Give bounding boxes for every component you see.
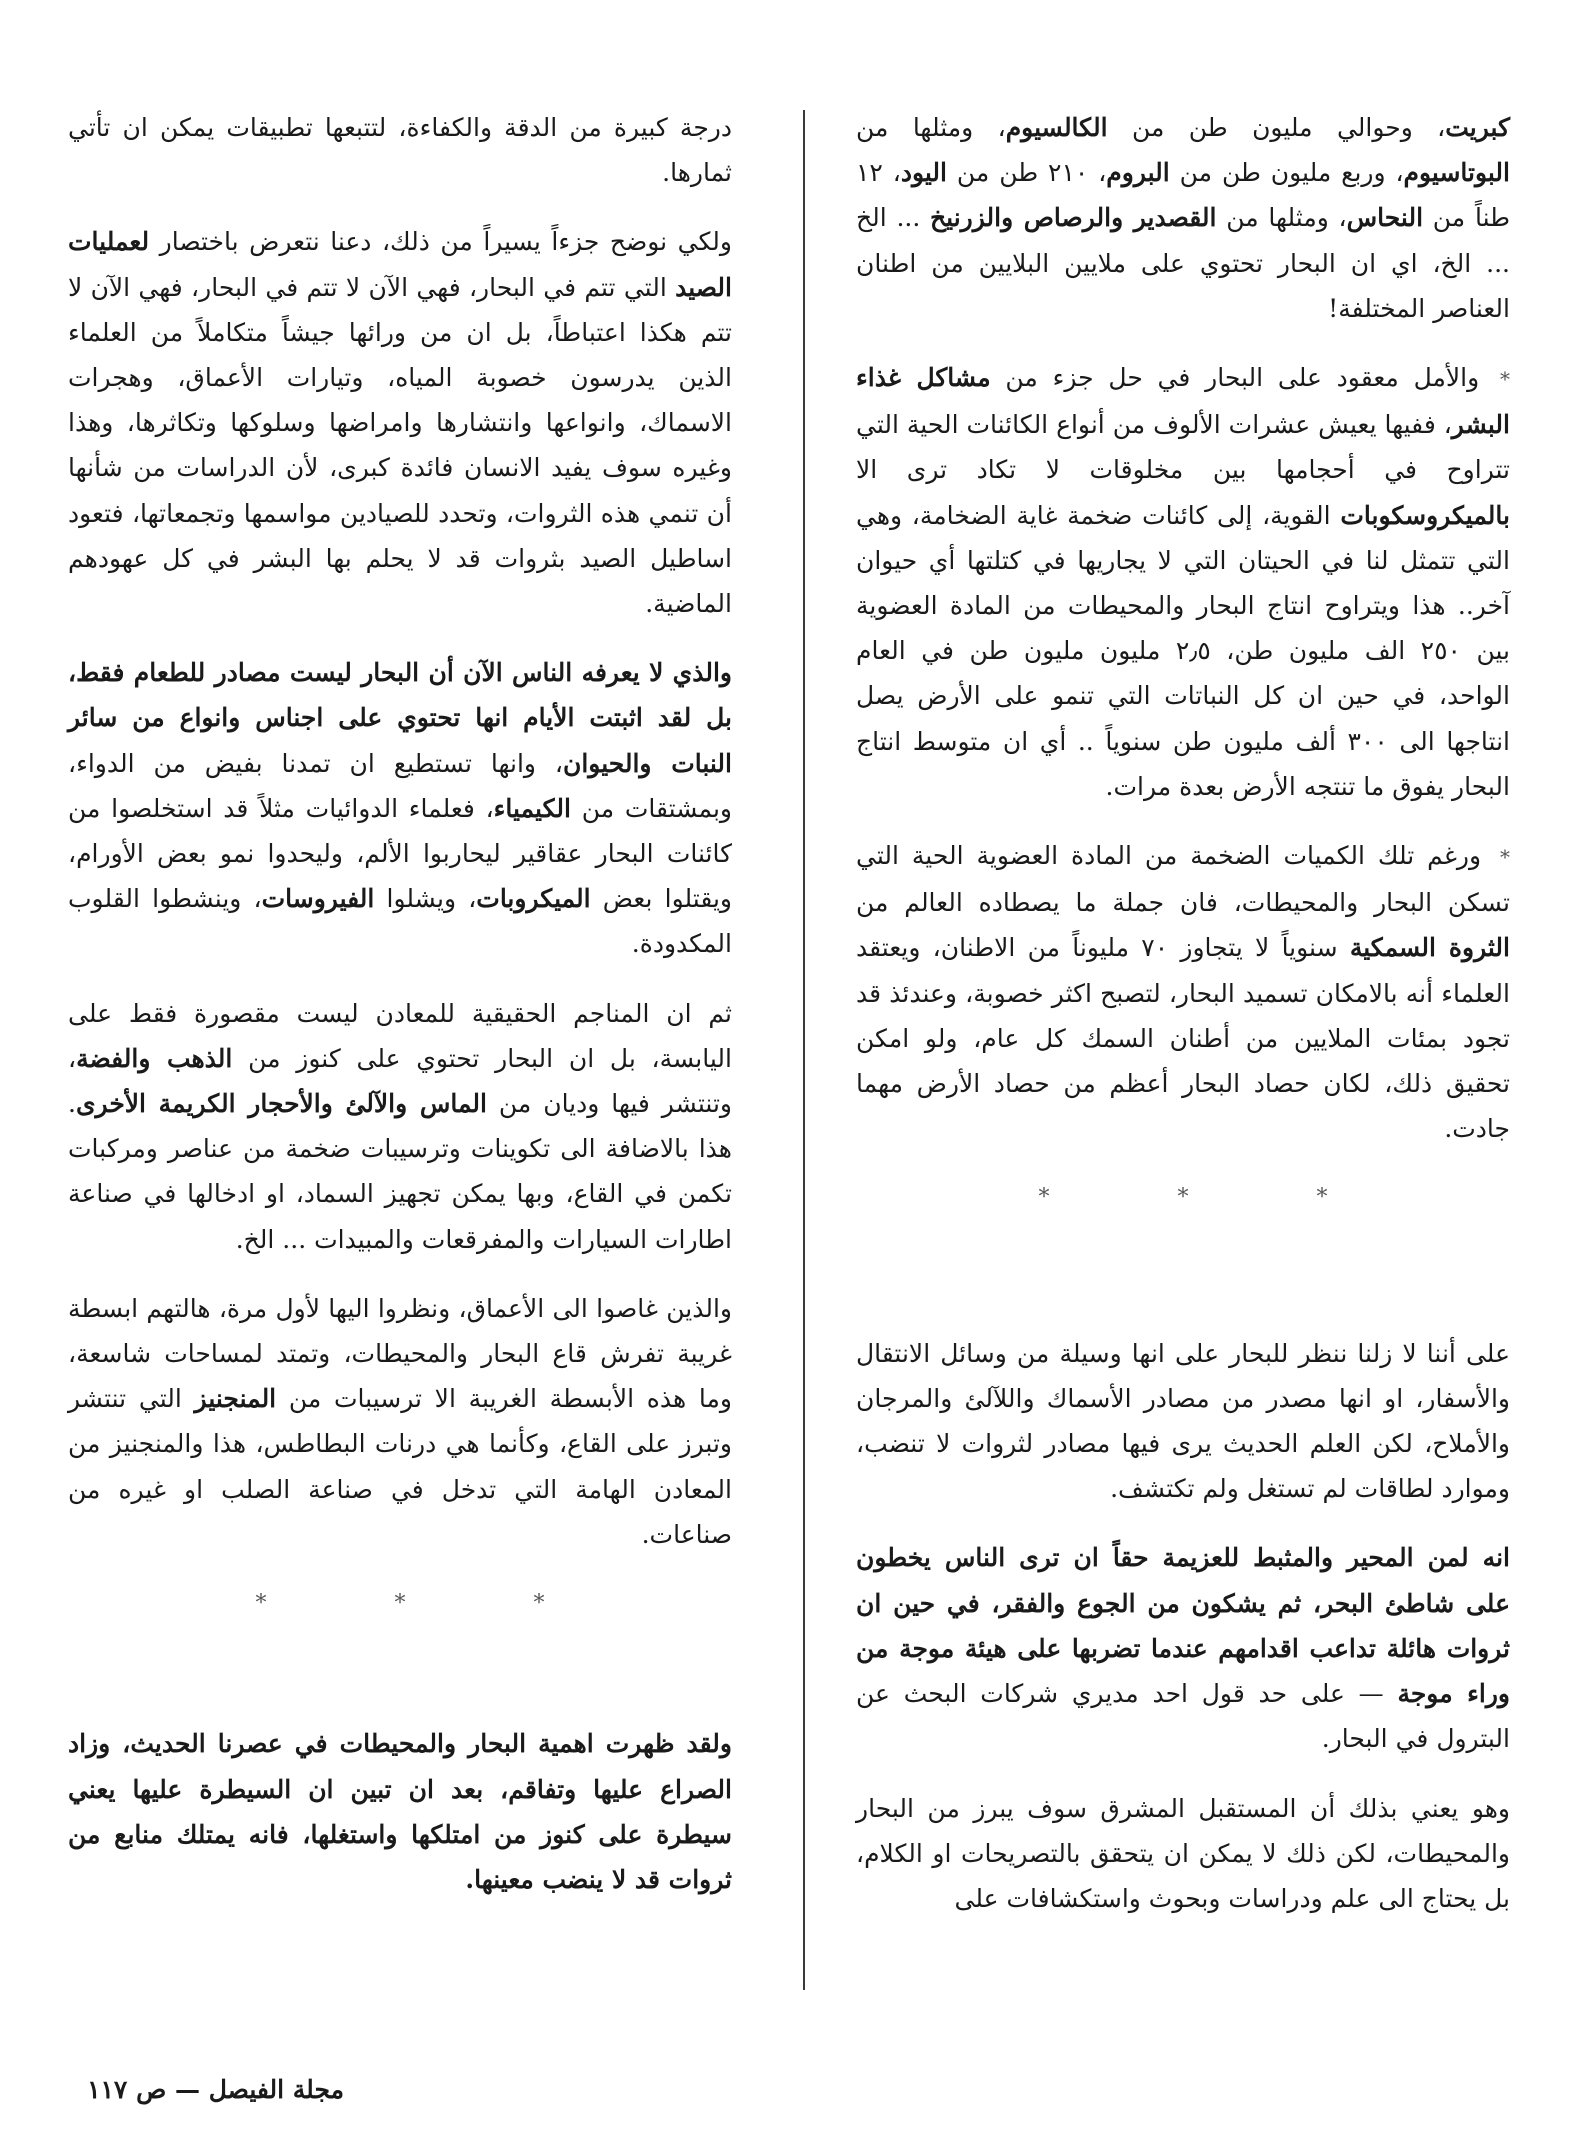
bold-term: الذهب والفضة [76, 1043, 233, 1073]
text-run: ... الخ ... الخ، اي ان البحار تحتوي على ملايين البلايين من اطنان العناصر المختلفة! [856, 203, 1510, 323]
section-separator [68, 1581, 732, 1626]
bold-term: القصدير والرصاص والزرنيخ [930, 203, 1217, 233]
text-run: ، ففيها يعيش عشرات الألوف من أنواع الكائنات الحية التي تتراوح في أحجامها بين مخلوقات لا تكاد ترى الا [856, 410, 1510, 485]
text-run: ثم ان المناجم الحقيقية للمعادن ليست مقصورة فقط على اليابسة، بل ان البحار تحتوي على كنوز من [68, 998, 732, 1073]
separator-star: * [255, 1591, 267, 1617]
text-run: ، ٢١٠ طن من [946, 158, 1107, 188]
asterisk-marker: * [1500, 845, 1510, 870]
separator-star: * [394, 1591, 406, 1617]
text-run: ، وتنتشر فيها وديان من [68, 1043, 732, 1119]
text-run: التي تتم في البحار، فهي الآن لا تتم في البحار، فهي الآن لا تتم هكذا اعتباطاً، بل ان من ورائها جيشاً متكاملاً من العلماء الذين يدرسون خصوبة المياه، وتيارات الأعماق، وهجرات الاسماك، وانواعها وانتشارها وامراضها وسلوكها وتكاثرها، وهذا وغيره سوف يفيد الانسان فائدة كبرى، لأن الدراسات من شأنها أن تنمي هذه الثروات، وتحدد للصيادين مواسمها وتجمعاتها، فتعود اساطيل الصيد بثروات قد لا يحلم بها البشر في كل عهودهم الماضية. [68, 272, 732, 619]
text-run: القوية، إلى كائنات ضخمة غاية الضخامة، وهي التي تتمثل لنا في الحيتان التي لا يجاريها في كتلتها أي حيوان آخر.. هذا ويتراوح انتاج البحار والمحيطات من المادة العضوية بين ٢٥٠ الف مليون طن، ٢٫٥ مليون مليون طن في العام الواحد، في حين ان كل النباتات التي تنمو على الأرض يصل انتاجها الى ٣٠٠ ألف مليون طن سنوياً .. أي ان متوسط انتاج البحار يفوق ما تنتجه الأرض بعدة مرات. [856, 500, 1510, 801]
bold-term: اليود [900, 158, 947, 188]
paragraph [856, 833, 1510, 1151]
paragraph: درجة كبيرة من الدقة والكفاءة، لتتبعها تطبيقات يمكن ان تأتي ثمارها. [68, 113, 732, 188]
text-run: ، فعلماء الدوائيات مثلاً قد استخلصوا من كائنات البحار عقاقير ليحاربوا الألم، وليحدوا نمو بعض الأورام، ويقتلوا بعض [68, 793, 732, 914]
text-run: ، وانها تستطيع ان تمدنا بفيض من الدواء، وبمشتقات من [68, 748, 732, 823]
text-run: ورغم تلك الكميات الضخمة من المادة العضوية الحية التي تسكن البحار والمحيطات، فان جملة ما يصطاده العالم من [856, 841, 1510, 918]
separator-star: * [1316, 1185, 1328, 1211]
text-run: التي تنتشر وتبرز على القاع، وكأنما هي درنات البطاطس، هذا والمنجنيز من المعادن الهامة التي تدخل في صناعة الصلب او غيره من صناعات. [68, 1384, 732, 1549]
text-run: ولكي نوضح جزءاً يسيراً من ذلك، دعنا نتعرض باختصار [149, 227, 732, 257]
right-column [856, 105, 1510, 1945]
bold-term: مشاكل غذاء البشر [856, 363, 1510, 440]
text-run: ، وحوالي مليون طن من [1107, 113, 1446, 142]
bold-term: الكيمياء [493, 793, 571, 823]
bold-term: البروم [1106, 158, 1170, 188]
text-run: ، وينشطوا القلوب المكدودة. [68, 884, 732, 959]
paragraph [68, 219, 732, 626]
closing-paragraph: ولقد ظهرت اهمية البحار والمحيطات في عصرنا الحديث، وزاد الصراع عليها وتفاقم، بعد ان تبين ان السيطرة عليها يعني سيطرة على كنوز من امتلكها واستغلها، فانه يمتلك منابع من ثروات قد لا ينضب معينها. [68, 1729, 732, 1894]
paragraph [68, 650, 732, 966]
bold-term: الثروة السمكية [1349, 933, 1510, 963]
bold-term: كبريت [1445, 113, 1510, 142]
text-run: — على حد قول احد مديري شركات البحث عن البترول في البحار. [856, 1679, 1510, 1754]
separator-star: * [1038, 1185, 1050, 1211]
text-run: ، ١٢ طناً من [856, 158, 1511, 233]
bold-term: والذي لا يعرفه الناس الآن أن البحار ليست مصادر للطعام فقط، بل لقد اثبتت الأيام انها تحتوي على اجناس وانواع من سائر النبات والحيوان [68, 658, 732, 778]
text-run: سنوياً لا يتجاوز ٧٠ مليوناً من الاطنان، ويعتقد العلماء أنه بالامكان تسميد البحار، لتصبح اكثر خصوبة، وعندئذ قد تجود بمئات الملايين من أطنان السمك كل عام، ولو امكن تحقيق ذلك، لكان حصاد البحار أعظم من حصاد الأرض مهما جادت. [856, 933, 1510, 1144]
paragraph [68, 1286, 732, 1557]
bold-term: لعمليات الصيد [68, 227, 732, 302]
text-run: ، وربع مليون طن من [1169, 158, 1404, 188]
paragraph [856, 355, 1510, 809]
column-divider [803, 110, 805, 1990]
left-column [68, 105, 732, 1926]
paragraph [856, 105, 1510, 331]
paragraph: على أننا لا زلنا ننظر للبحار على انها وسيلة من وسائل الانتقال والأسفار، او انها مصدر من مصادر الأسماك واللآلئ والمرجان والأملاح، لكن العلم الحديث يرى فيها مصادر لثروات لا تنضب، وموارد لطاقات لم تستغل ولم تكتشف. [856, 1338, 1510, 1504]
page-footer: مجلة الفيصل — ص ١١٧ [87, 2075, 344, 2104]
text-run: . هذا بالاضافة الى تكوينات وترسيبات ضخمة من عناصر ومركبات تكمن في القاع، وبها يمكن تجهيز السماد، او ادخالها في صناعة اطارات السيارات والمفرقعات والمبيدات ... الخ. [68, 1089, 732, 1254]
asterisk-marker: * [1500, 367, 1510, 392]
paragraph [856, 1535, 1510, 1761]
bold-term: الميكروبات [476, 884, 591, 914]
paragraph [68, 991, 732, 1262]
bold-term: الماس والآلئ والأحجار الكريمة الأخرى [75, 1089, 487, 1119]
bold-term: بالميكروسكوبات [1340, 500, 1510, 530]
separator-star: * [533, 1591, 545, 1617]
bold-term: البوتاسيوم [1403, 158, 1510, 188]
separator-star: * [1177, 1185, 1189, 1211]
bold-term: المنجنيز [194, 1384, 277, 1414]
text-run: ، ومثلها من [856, 113, 1006, 142]
text-run: والأمل معقود على البحار في حل جزء من [990, 363, 1494, 393]
bold-term: الكالسيوم [1005, 113, 1108, 142]
section-separator [856, 1175, 1510, 1220]
bold-term: النحاس [1346, 203, 1424, 233]
text-run: والذين غاصوا الى الأعماق، ونظروا اليها لأول مرة، هالتهم ابسطة غريبة تفرش قاع البحار والمحيطات، وتمتد لمساحات شاسعة، وما هذه الأبسطة الغريبة الا ترسيبات من [68, 1293, 732, 1414]
text-run: ، ويشلوا [374, 884, 477, 914]
paragraph: وهو يعني بذلك أن المستقبل المشرق سوف يبرز من البحار والمحيطات، لكن ذلك لا يمكن ان يتحقق بالتصريحات او الكلام، بل يحتاج الى علم ودراسات وبحوث واستكشافات على [856, 1793, 1510, 1913]
bold-term: انه لمن المحير والمثبط للعزيمة حقاً ان ترى الناس يخطون على شاطئ البحر، ثم يشكون من الجوع والفقر، في حين ان ثروات هائلة تداعب اقدامهم عندما تضربها على هيئة موجة من وراء موجة [856, 1543, 1510, 1709]
text-run: ، ومثلها من [1216, 203, 1347, 233]
bold-term: الفيروسات [261, 884, 375, 914]
